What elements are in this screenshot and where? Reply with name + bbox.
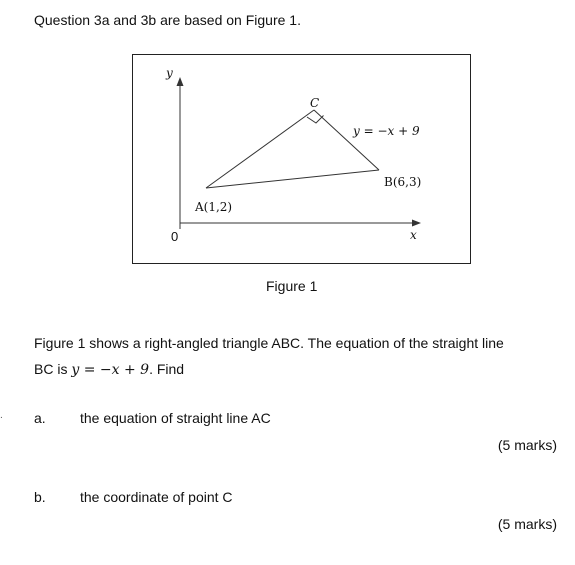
y-axis-label: y — [166, 66, 173, 80]
y-axis-arrow-icon — [177, 77, 184, 86]
point-a-label: A(1,2) — [195, 200, 233, 214]
part-a-marks: (5 marks) — [497, 437, 557, 453]
origin-label: 0 — [171, 229, 179, 244]
triangle-diagram — [133, 55, 472, 265]
part-b-text: the coordinate of point C — [80, 489, 233, 505]
point-c-label: C — [310, 96, 320, 110]
x-axis-label: x — [410, 228, 417, 242]
part-b-letter: b. — [34, 489, 46, 505]
figure-1 — [132, 54, 471, 264]
figure-caption: Figure 1 — [266, 278, 318, 294]
point-b-label: B(6,3) — [384, 175, 422, 189]
question-intro — [34, 330, 554, 383]
intro-line-2 — [34, 356, 554, 383]
intro-line-2-equation: y = −x + 9 — [71, 362, 150, 378]
side-bc — [314, 110, 379, 170]
part-b-marks: (5 marks) — [497, 516, 557, 532]
side-ac — [206, 110, 314, 188]
side-ab — [206, 170, 379, 188]
intro-line-2-suffix: . Find — [149, 361, 185, 377]
margin-mark: . — [0, 410, 3, 421]
intro-line-2-prefix: BC is — [34, 361, 72, 377]
x-axis-arrow-icon — [412, 220, 421, 227]
line-bc-equation: y = −x + 9 — [353, 124, 420, 138]
question-heading: Question 3a and 3b are based on Figure 1. — [34, 12, 301, 28]
part-a-letter: a. — [34, 410, 46, 426]
part-a-text: the equation of straight line AC — [80, 410, 271, 426]
intro-line-1: Figure 1 shows a right-angled triangle ABC. The equation of the straight line — [34, 335, 504, 351]
